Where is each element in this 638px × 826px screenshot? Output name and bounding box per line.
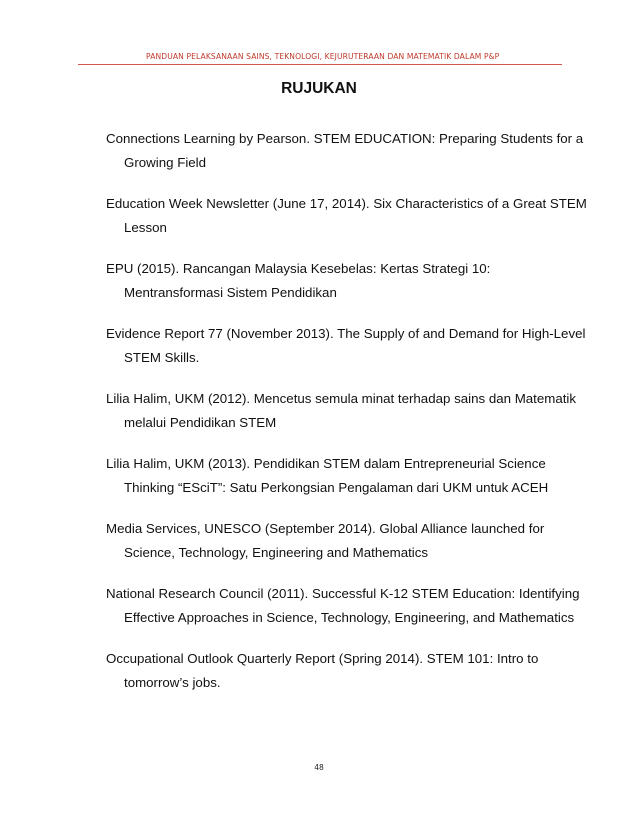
reference-line-2: Effective Approaches in Science, Technology, Engineering, and Mathematics (124, 610, 575, 625)
reference-line-2: Science, Technology, Engineering and Mathematics (124, 545, 429, 560)
reference-item (106, 647, 566, 695)
reference-line-1: National Research Council (2011). Successful K-12 STEM Education: Identifying (106, 586, 580, 601)
header-rule (78, 64, 562, 65)
page-title (0, 80, 638, 98)
reference-item (106, 127, 584, 175)
reference-line-1: Occupational Outlook Quarterly Report (Spring 2014). STEM 101: Intro to (106, 651, 539, 666)
reference-item (106, 257, 566, 305)
reference-item (106, 517, 566, 565)
reference-list (106, 127, 587, 712)
reference-line-1: Lilia Halim, UKM (2013). Pendidikan STEM dalam Entrepreneurial Science (106, 456, 546, 471)
reference-item (106, 322, 586, 370)
page-title-text: RUJUKAN (281, 80, 357, 97)
reference-line-1: Evidence Report 77 (November 2013). The Supply of and Demand for High-Level (106, 326, 586, 341)
reference-line-1: Media Services, UNESCO (September 2014). Global Alliance launched for (106, 521, 545, 536)
reference-line-2: Thinking “ESciT”: Satu Perkongsian Pengalaman dari UKM untuk ACEH (124, 480, 549, 495)
reference-line-2: STEM Skills. (124, 350, 200, 365)
reference-line-1: EPU (2015). Rancangan Malaysia Kesebelas: Kertas Strategi 10: (106, 261, 491, 276)
reference-line-2: Growing Field (124, 155, 207, 170)
reference-line-2: melalui Pendidikan STEM (124, 415, 277, 430)
page-number: 48 (314, 763, 324, 772)
reference-line-2: Lesson (124, 220, 167, 235)
reference-line-2: tomorrow’s jobs. (124, 675, 221, 690)
reference-item (106, 582, 580, 630)
reference-item (106, 192, 587, 240)
reference-line-2: Mentransformasi Sistem Pendidikan (124, 285, 337, 300)
running-header: PANDUAN PELAKSANAAN SAINS, TEKNOLOGI, KEJURUTERAAN DAN MATEMATIK DALAM P&P (146, 52, 500, 61)
reference-line-1: Lilia Halim, UKM (2012). Mencetus semula minat terhadap sains dan Matematik (106, 391, 577, 406)
reference-line-1: Connections Learning by Pearson. STEM EDUCATION: Preparing Students for a (106, 131, 584, 146)
reference-item (106, 452, 566, 500)
reference-line-1: Education Week Newsletter (June 17, 2014). Six Characteristics of a Great STEM (106, 196, 587, 211)
reference-item (106, 387, 577, 435)
